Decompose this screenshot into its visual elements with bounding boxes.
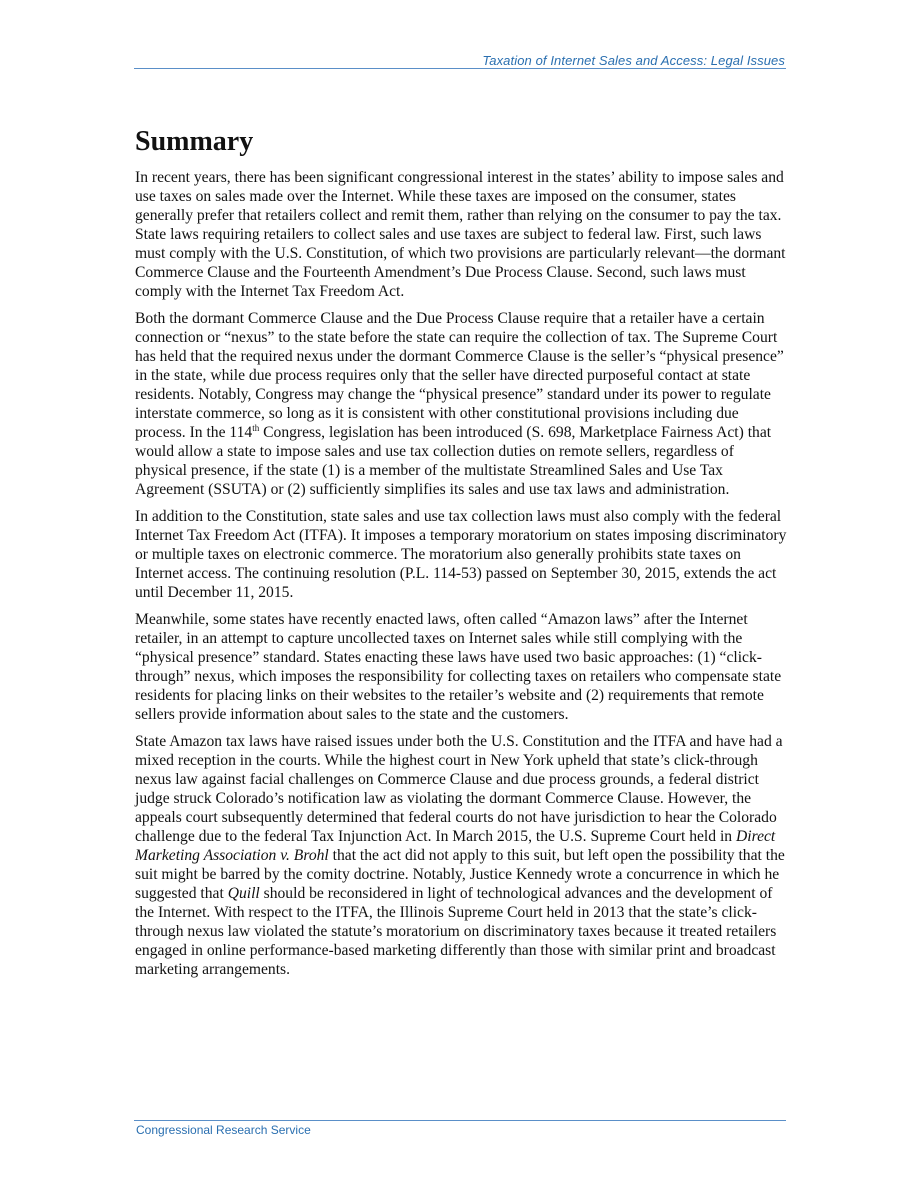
paragraph-5	[135, 732, 787, 979]
paragraph-2-text-b: Congress, legislation has been introduced (S. 698, Marketplace Fairness Act) that would allow a state to impose sales and use tax collection duties on remote sellers, regardless of physical presence, if the state (1) is a member of the multistate Streamlined Sales and Use Tax Agreement (SSUTA) or (2) sufficiently simplifies its sales and use tax laws and administration.	[135, 424, 772, 498]
quill-case-ref: Quill	[227, 885, 260, 902]
footer-rule	[134, 1120, 786, 1121]
paragraph-2-text-a: Both the dormant Commerce Clause and the Due Process Clause require that a retailer have a certain connection or “nexus” to the state before the state can require the collection of tax. The Supreme Court has held that the required nexus under the dormant Commerce Clause is the seller’s “physical presence” in the state, while due process requires only that the seller have directed purposeful contact at state residents. Notably, Congress may change the “physical presence” standard under its power to regulate interstate commerce, so long as it is consistent with other constitutional provisions including due process. In the 114	[135, 310, 784, 441]
ordinal-superscript: th	[252, 423, 260, 433]
paragraph-2	[135, 309, 787, 499]
paragraph-5-text-b: that the act did not apply to this suit, but left open the possibility that the suit might be barred by the comity doctrine. Notably, Justice Kennedy wrote a concurrence in which he suggested that	[135, 847, 785, 902]
footer-org: Congressional Research Service	[136, 1123, 311, 1137]
case-name: Direct Marketing Association v. Brohl	[135, 828, 776, 864]
paragraph-3: In addition to the Constitution, state sales and use tax collection laws must also comply with the federal Internet Tax Freedom Act (ITFA). It imposes a temporary moratorium on states imposing discriminatory or multiple taxes on electronic commerce. The moratorium also generally prohibits state taxes on Internet access. The continuing resolution (P.L. 114-53) passed on September 30, 2015, extends the act until December 11, 2015.	[135, 508, 787, 601]
section-heading: Summary	[135, 126, 254, 157]
paragraph-5-text-c: should be reconsidered in light of technological advances and the development of the Internet. With respect to the ITFA, the Illinois Supreme Court held in 2013 that the state’s click-through nexus law violated the statute’s moratorium on discriminatory taxes because it treated retailers engaged in online performance-based marketing differently than those with similar print and broadcast marketing arrangements.	[135, 885, 777, 978]
paragraph-4: Meanwhile, some states have recently enacted laws, often called “Amazon laws” after the Internet retailer, in an attempt to capture uncollected taxes on Internet sales while still complying with the “physical presence” standard. States enacting these laws have used two basic approaches: (1) “click-through” nexus, which imposes the responsibility for collecting taxes on retailers who compensate state residents for placing links on their websites to the retailer’s website and (2) requirements that remote sellers provide information about sales to the state and the customers.	[135, 611, 782, 723]
summary-section	[135, 124, 787, 987]
running-header-title: Taxation of Internet Sales and Access: Legal Issues	[482, 53, 785, 68]
paragraph-1: In recent years, there has been significant congressional interest in the states’ ability to impose sales and use taxes on sales made over the Internet. While these taxes are imposed on the consumer, states generally prefer that retailers collect and remit them, rather than relying on the consumer to pay the tax. State laws requiring retailers to collect sales and use taxes are subject to federal law. First, such laws must comply with the U.S. Constitution, of which two provisions are particularly relevant—the dormant Commerce Clause and the Fourteenth Amendment’s Due Process Clause. Second, such laws must comply with the Internet Tax Freedom Act.	[135, 169, 786, 300]
paragraph-5-text-a: State Amazon tax laws have raised issues under both the U.S. Constitution and the ITFA and have had a mixed reception in the courts. While the highest court in New York upheld that state’s click-through nexus law against facial challenges on Commerce Clause and due process grounds, a federal district judge struck Colorado’s notification law as violating the dormant Commerce Clause. However, the appeals court subsequently determined that federal courts do not have jurisdiction to hear the Colorado challenge due to the federal Tax Injunction Act. In March 2015, the U.S. Supreme Court held in	[135, 733, 783, 845]
header-rule	[134, 68, 786, 69]
